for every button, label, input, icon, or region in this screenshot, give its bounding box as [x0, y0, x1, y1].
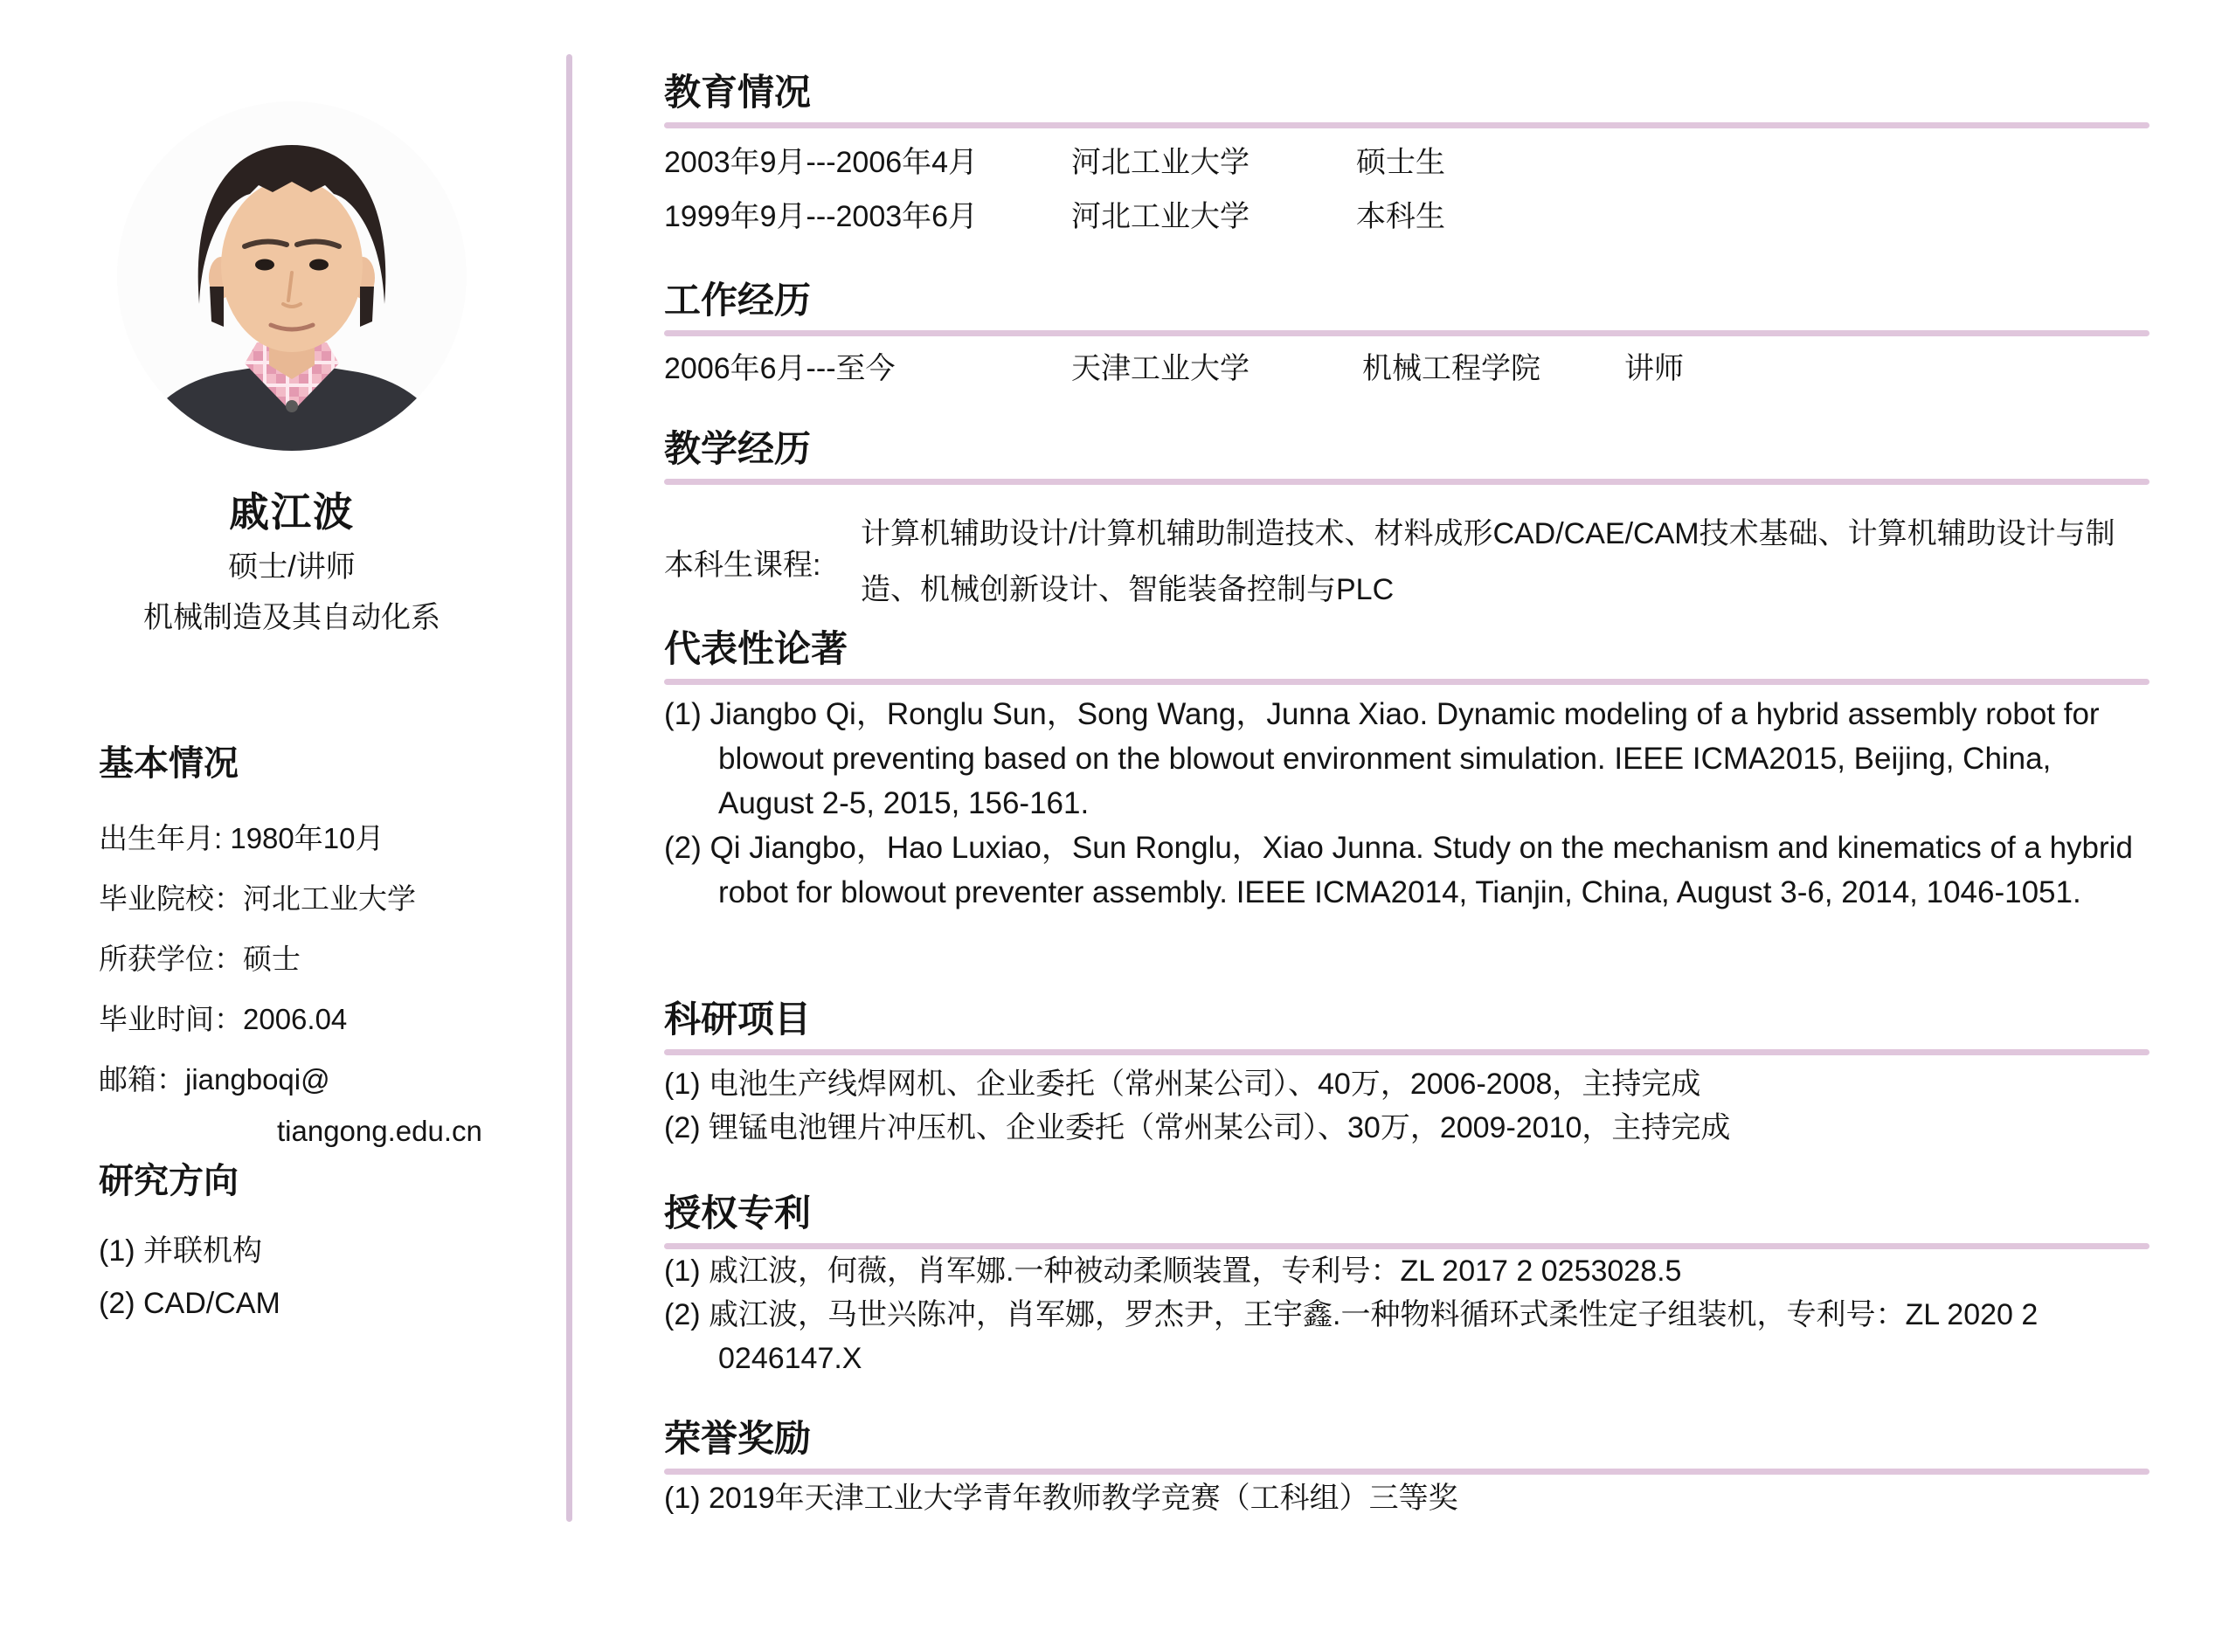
patents-title: 授权专利 — [664, 1192, 812, 1234]
section-underline — [664, 679, 2149, 685]
section-education — [664, 70, 2149, 244]
patent-item: (1) 戚江波，何薇，肖军娜.一种被动柔顺装置，专利号：ZL 2017 2 0253028.5 — [664, 1255, 1682, 1288]
education-degree: 本科生 — [1356, 200, 1445, 233]
section-underline — [664, 122, 2149, 128]
section-underline — [664, 1469, 2149, 1475]
research-item: (1) 并联机构 — [99, 1234, 262, 1268]
publication-item: (2) Qi Jiangbo，Hao Luxiao，Sun Ronglu，Xiao Junna. Study on the mechanism and kinematics of a hybrid robot for blowout preventer assembly. IEEE ICMA2014, Tianjin, China, August 3-6, 2014, 1046-1051. — [664, 831, 2133, 909]
section-underline — [664, 479, 2149, 485]
patent-item: (2) 戚江波，马世兴陈冲，肖军娜，罗杰尹，王宇鑫.一种物料循环式柔性定子组装机，专利号：ZL 2020 2 0246147.X — [664, 1298, 2039, 1375]
work-department: 机械工程学院 — [1362, 352, 1540, 385]
teaching-label: 本科生课程: — [664, 548, 821, 582]
work-row — [664, 343, 2149, 394]
section-teaching — [664, 426, 2149, 618]
publications-title: 代表性论著 — [664, 628, 848, 669]
patent-list — [664, 1249, 2149, 1380]
work-role: 讲师 — [1624, 352, 1684, 385]
section-underline — [664, 330, 2149, 336]
work-organization: 天津工业大学 — [1071, 352, 1250, 385]
section-work — [664, 278, 2149, 394]
work-period: 2006年6月---至今 — [664, 352, 896, 385]
info-email-domain: tiangong.edu.cn — [277, 1115, 482, 1147]
info-email: 邮箱：jiangboqi@ — [99, 1063, 330, 1096]
research-heading: 研究方向 — [99, 1162, 239, 1200]
honors-title: 荣誉奖励 — [664, 1418, 812, 1459]
project-list — [664, 1062, 2149, 1150]
person-department: 机械制造及其自动化系 — [143, 601, 440, 634]
education-period: 2003年9月---2006年4月 — [664, 146, 979, 179]
teaching-courses: 计算机辅助设计/计算机辅助制造技术、材料成形CAD/CAE/CAM技术基础、计算机辅助设计与制造、机械创新设计、智能装备控制与PLC — [861, 517, 2115, 606]
honor-item: (1) 2019年天津工业大学青年教师教学竞赛（工科组）三等奖 — [664, 1482, 1458, 1515]
education-row — [664, 190, 2149, 244]
section-projects — [664, 997, 2149, 1150]
work-rows — [664, 343, 2149, 394]
info-school: 毕业院校：河北工业大学 — [99, 882, 416, 915]
education-title: 教育情况 — [664, 72, 812, 113]
portrait-illustration — [117, 101, 467, 451]
info-degree: 所获学位：硕士 — [99, 943, 301, 975]
education-degree: 硕士生 — [1356, 146, 1445, 179]
education-school: 河北工业大学 — [1071, 200, 1250, 233]
honor-list — [664, 1478, 2149, 1518]
publication-item: (1) Jiangbo Qi，Ronglu Sun，Song Wang，Junna Xiao. Dynamic modeling of a hybrid assembly robot for blowout preventing based on the blowout environment simulation. IEEE ICMA2015, Beijing, China, August 2-5, 2015, 156-161. — [664, 697, 2100, 820]
education-period: 1999年9月---2003年6月 — [664, 200, 979, 233]
teaching-content — [664, 506, 2149, 618]
vertical-divider — [566, 54, 572, 1522]
project-item: (1) 电池生产线焊网机、企业委托（常州某公司）、40万，2006-2008，主持完成 — [664, 1068, 1701, 1101]
info-graduation-date: 毕业时间：2006.04 — [99, 1003, 348, 1035]
education-row — [664, 135, 2149, 190]
section-honors — [664, 1416, 2149, 1518]
publication-list — [664, 692, 2149, 915]
projects-title: 科研项目 — [664, 999, 812, 1040]
section-patents — [664, 1191, 2149, 1380]
education-school: 河北工业大学 — [1071, 146, 1250, 179]
section-publications — [664, 626, 2149, 915]
basic-info-heading: 基本情况 — [99, 744, 239, 783]
section-underline — [664, 1049, 2149, 1055]
info-birth: 出生年月: 1980年10月 — [99, 822, 384, 854]
person-name: 戚江波 — [229, 489, 355, 535]
teaching-title: 教学经历 — [664, 428, 812, 469]
research-item: (2) CAD/CAM — [99, 1287, 280, 1320]
section-underline — [664, 1243, 2149, 1249]
education-rows — [664, 135, 2149, 244]
basic-info-list — [99, 808, 571, 1153]
project-item: (2) 锂锰电池锂片冲压机、企业委托（常州某公司）、30万，2009-2010，主持完成 — [664, 1111, 1731, 1144]
work-title: 工作经历 — [664, 280, 812, 321]
person-degree-title: 硕士/讲师 — [228, 550, 356, 584]
profile-photo — [117, 101, 467, 451]
research-list — [99, 1225, 571, 1330]
